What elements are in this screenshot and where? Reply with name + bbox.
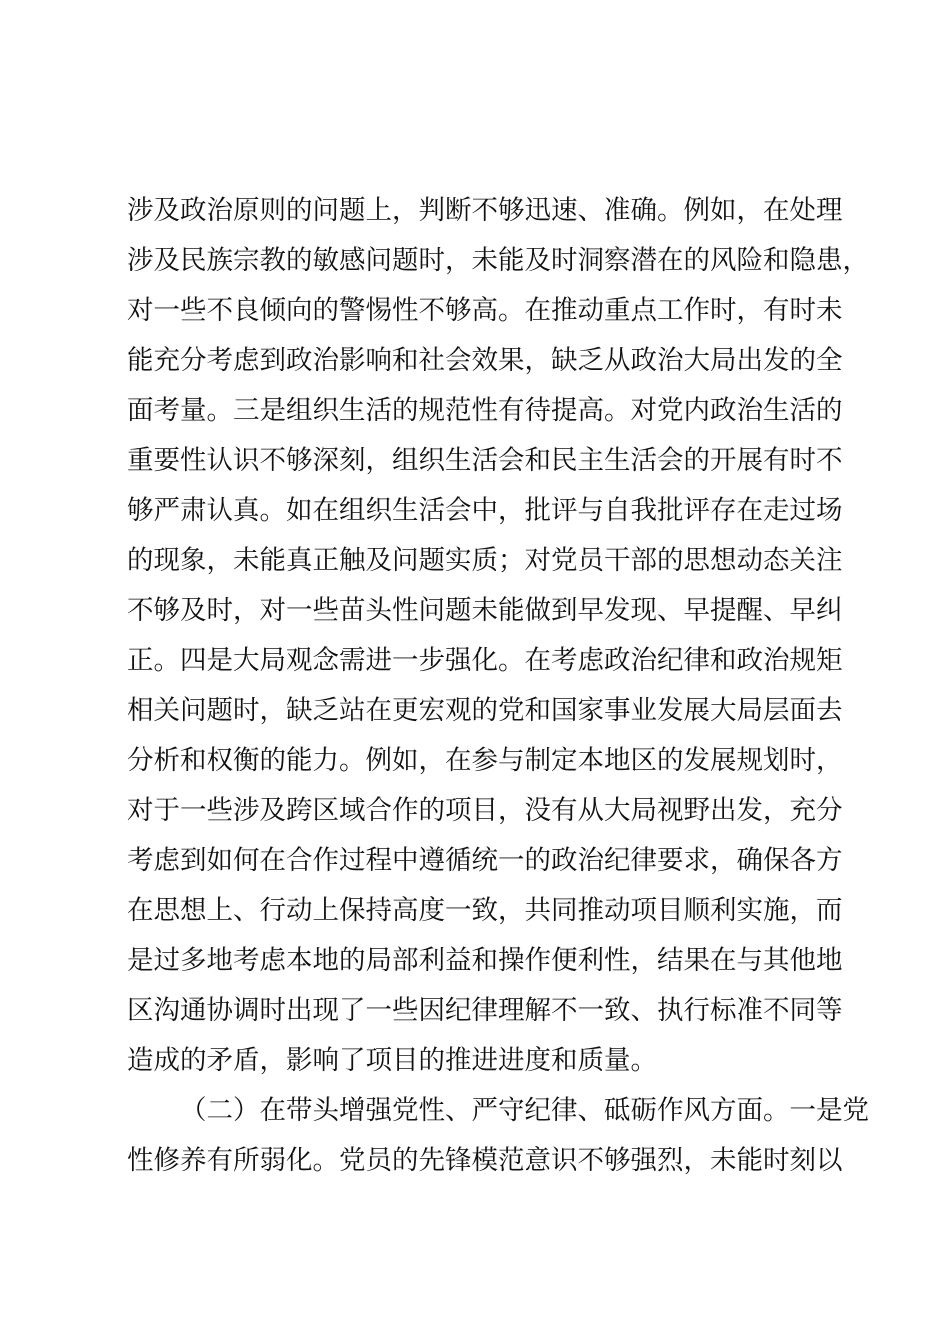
text-line: 涉及民族宗教的敏感问题时，未能及时洞察潜在的风险和隐患，	[127, 245, 869, 276]
text-line: 性修养有所弱化。党员的先锋模范意识不够强烈，未能时刻以	[127, 1145, 843, 1176]
text-line: 考虑到如何在合作过程中遵循统一的政治纪律要求，确保各方	[127, 845, 843, 876]
paragraph-first-line: （二）在带头增强党性、严守纪律、砥砺作风方面。一是党	[180, 1095, 869, 1126]
text-line: 重要性认识不够深刻，组织生活会和民主生活会的开展有时不	[127, 445, 843, 476]
text-line: 对于一些涉及跨区域合作的项目，没有从大局视野出发，充分	[127, 795, 843, 826]
text-line: 能充分考虑到政治影响和社会效果，缺乏从政治大局出发的全	[127, 345, 843, 376]
text-line: 对一些不良倾向的警惕性不够高。在推动重点工作时，有时未	[127, 295, 843, 326]
text-line: 是过多地考虑本地的局部利益和操作便利性，结果在与其他地	[127, 945, 843, 976]
text-line: 的现象，未能真正触及问题实质；对党员干部的思想动态关注	[127, 545, 843, 576]
text-line: 正。四是大局观念需进一步强化。在考虑政治纪律和政治规矩	[127, 645, 843, 676]
text-line: 涉及政治原则的问题上，判断不够迅速、准确。例如，在处理	[127, 195, 843, 226]
text-line: 不够及时，对一些苗头性问题未能做到早发现、早提醒、早纠	[127, 595, 843, 626]
text-line: 面考量。三是组织生活的规范性有待提高。对党内政治生活的	[127, 395, 843, 426]
text-line: 够严肃认真。如在组织生活会中，批评与自我批评存在走过场	[127, 495, 843, 526]
text-line: 分析和权衡的能力。例如，在参与制定本地区的发展规划时，	[127, 745, 843, 776]
text-line: 相关问题时，缺乏站在更宏观的党和国家事业发展大局层面去	[127, 695, 843, 726]
text-line: 在思想上、行动上保持高度一致，共同推动项目顺利实施，而	[127, 895, 843, 926]
document-body	[127, 186, 869, 1186]
paragraph-last-line: 造成的矛盾，影响了项目的推进进度和质量。	[127, 1045, 657, 1076]
text-line: 区沟通协调时出现了一些因纪律理解不一致、执行标准不同等	[127, 995, 843, 1026]
